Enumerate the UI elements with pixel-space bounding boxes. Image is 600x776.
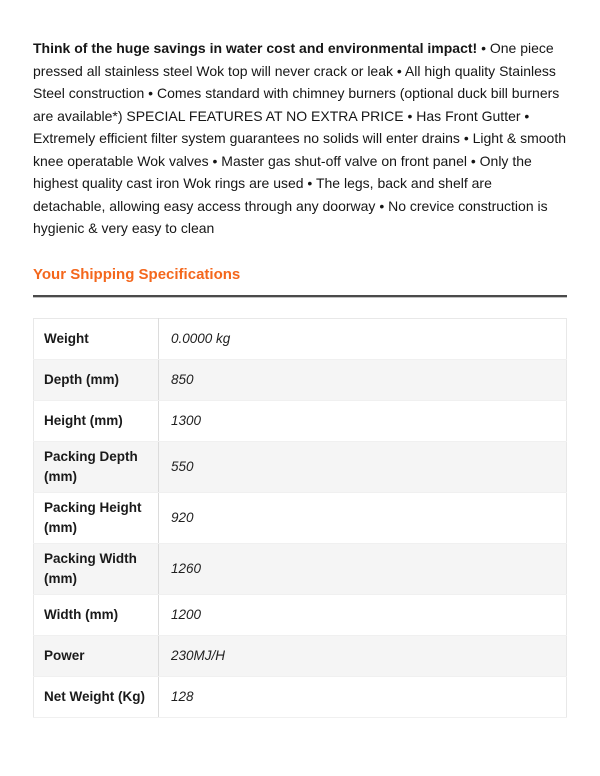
table-row [34,441,567,492]
spec-label: Net Weight (Kg) [34,676,159,717]
product-description [33,37,567,240]
spec-label: Width (mm) [34,594,159,635]
table-row [34,635,567,676]
spec-value: 128 [159,676,567,717]
spec-label: Power [34,635,159,676]
table-row [34,594,567,635]
spec-label: Weight [34,318,159,359]
spec-value: 1200 [159,594,567,635]
section-divider [33,295,567,298]
table-row [34,676,567,717]
spec-label: Packing Width (mm) [34,543,159,594]
spec-label: Height (mm) [34,400,159,441]
spec-label: Packing Height (mm) [34,492,159,543]
table-row [34,318,567,359]
description-highlight: Think of the huge savings in water cost and environmental impact! [33,40,478,56]
spec-label: Depth (mm) [34,359,159,400]
table-row [34,543,567,594]
description-text: • One piece pressed all stainless steel Wok top will never crack or leak • All high quality Stainless Steel construction • Comes standard with chimney burners (optional duck bill burners are available*) SPECIAL FEATURES AT NO EXTRA PRICE • Has Front Gutter • Extremely efficient filter system guarantees no solids will enter drains • Light & smooth knee operatable Wok valves • Master gas shut-off valve on front panel • Only the highest quality cast iron Wok rings are used • The legs, back and shelf are detachable, allowing easy access through any doorway • No crevice construction is hygienic & very easy to clean [33,40,566,236]
spec-value: 1260 [159,543,567,594]
table-row [34,400,567,441]
table-row [34,359,567,400]
spec-value: 550 [159,441,567,492]
spec-label: Packing Depth (mm) [34,441,159,492]
table-row [34,492,567,543]
spec-value: 230MJ/H [159,635,567,676]
spec-value: 0.0000 kg [159,318,567,359]
spec-value: 850 [159,359,567,400]
shipping-specs-table [33,318,567,718]
spec-value: 920 [159,492,567,543]
shipping-specs-body [34,318,567,717]
shipping-specifications-heading: Your Shipping Specifications [33,265,241,283]
spec-value: 1300 [159,400,567,441]
